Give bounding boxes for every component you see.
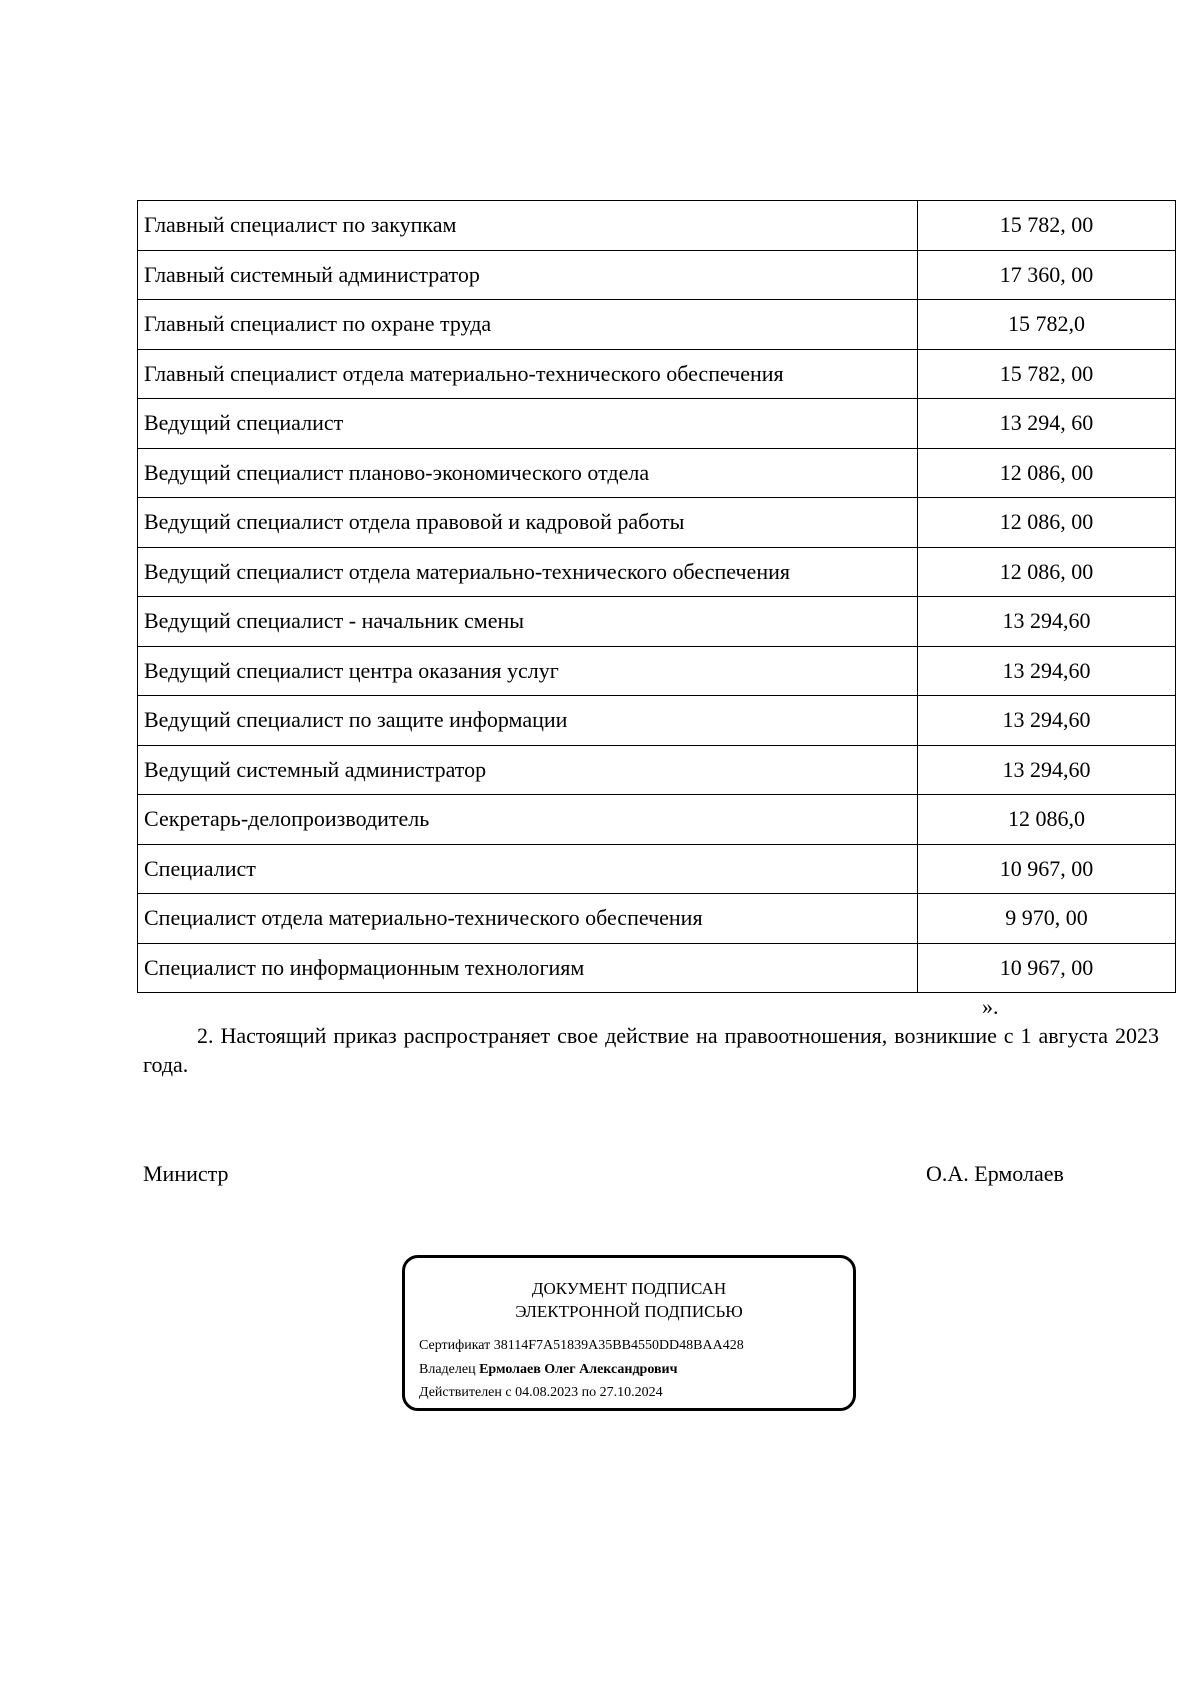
table-row [138,745,1176,795]
position-cell: Специалист отдела материально-технического обеспечения [138,894,918,944]
stamp-owner [419,1363,678,1377]
table-row [138,399,1176,449]
position-cell: Главный специалист по закупкам [138,201,918,251]
stamp-heading [405,1277,853,1323]
signatory-title: Министр [143,1161,229,1186]
position-cell: Главный специалист по охране труда [138,300,918,350]
table-row [138,498,1176,548]
stamp-owner-label: Владелец [419,1362,476,1377]
position-cell: Ведущий специалист [138,399,918,449]
salary-cell: 13 294,60 [918,597,1176,647]
salary-cell: 12 086, 00 [918,547,1176,597]
table-row [138,844,1176,894]
salary-table [137,200,1176,993]
position-cell: Ведущий специалист отдела правовой и кадровой работы [138,498,918,548]
salary-cell: 10 967, 00 [918,943,1176,993]
salary-cell: 12 086, 00 [918,498,1176,548]
stamp-heading-line1: ДОКУМЕНТ ПОДПИСАН [531,1279,727,1298]
salary-cell: 15 782, 00 [918,201,1176,251]
position-cell: Главный специалист отдела материально-технического обеспечения [138,349,918,399]
salary-cell: 12 086, 00 [918,448,1176,498]
table-row [138,696,1176,746]
salary-cell: 15 782,0 [918,300,1176,350]
table-row [138,943,1176,993]
stamp-validity [419,1386,663,1400]
salary-cell: 10 967, 00 [918,844,1176,894]
table-row [138,448,1176,498]
salary-cell: 13 294, 60 [918,399,1176,449]
table-row [138,597,1176,647]
stamp-certificate [419,1339,744,1353]
position-cell: Ведущий специалист по защите информации [138,696,918,746]
salary-cell: 13 294,60 [918,745,1176,795]
salary-cell: 17 360, 00 [918,250,1176,300]
table-row [138,547,1176,597]
salary-cell: 12 086,0 [918,795,1176,845]
electronic-signature-stamp [402,1255,856,1411]
table-row [138,646,1176,696]
table-row [138,250,1176,300]
signatory-name: О.А. Ермолаев [926,1161,1064,1186]
stamp-valid-from-value: 04.08.2023 [515,1385,579,1400]
closing-quote: ». [982,994,999,1019]
position-cell: Секретарь-делопроизводитель [138,795,918,845]
stamp-certificate-label: Сертификат [419,1338,491,1353]
salary-cell: 15 782, 00 [918,349,1176,399]
position-cell: Специалист по информационным технологиям [138,943,918,993]
position-cell: Ведущий системный администратор [138,745,918,795]
position-cell: Ведущий специалист отдела материально-технического обеспечения [138,547,918,597]
stamp-heading-line2: ЭЛЕКТРОННОЙ ПОДПИСЬЮ [515,1302,743,1321]
position-cell: Ведущий специалист центра оказания услуг [138,646,918,696]
salary-cell: 13 294,60 [918,696,1176,746]
table-row [138,349,1176,399]
order-paragraph: 2. Настоящий приказ распространяет свое действие на правоотношения, возникшие с 1 августа 2023 года. [143,1023,1159,1077]
position-cell: Ведущий специалист - начальник смены [138,597,918,647]
stamp-certificate-value: 38114F7A51839A35BB4550DD48BAA428 [493,1338,744,1353]
table-row [138,201,1176,251]
stamp-valid-from-label: Действителен с [419,1385,512,1400]
table-row [138,894,1176,944]
stamp-valid-to-label: по [581,1385,597,1400]
stamp-valid-to-value: 27.10.2024 [599,1385,663,1400]
salary-cell: 9 970, 00 [918,894,1176,944]
position-cell: Ведущий специалист планово-экономического отдела [138,448,918,498]
table-row [138,795,1176,845]
stamp-owner-value: Ермолаев Олег Александрович [479,1362,678,1377]
position-cell: Специалист [138,844,918,894]
salary-cell: 13 294,60 [918,646,1176,696]
position-cell: Главный системный администратор [138,250,918,300]
table-row [138,300,1176,350]
